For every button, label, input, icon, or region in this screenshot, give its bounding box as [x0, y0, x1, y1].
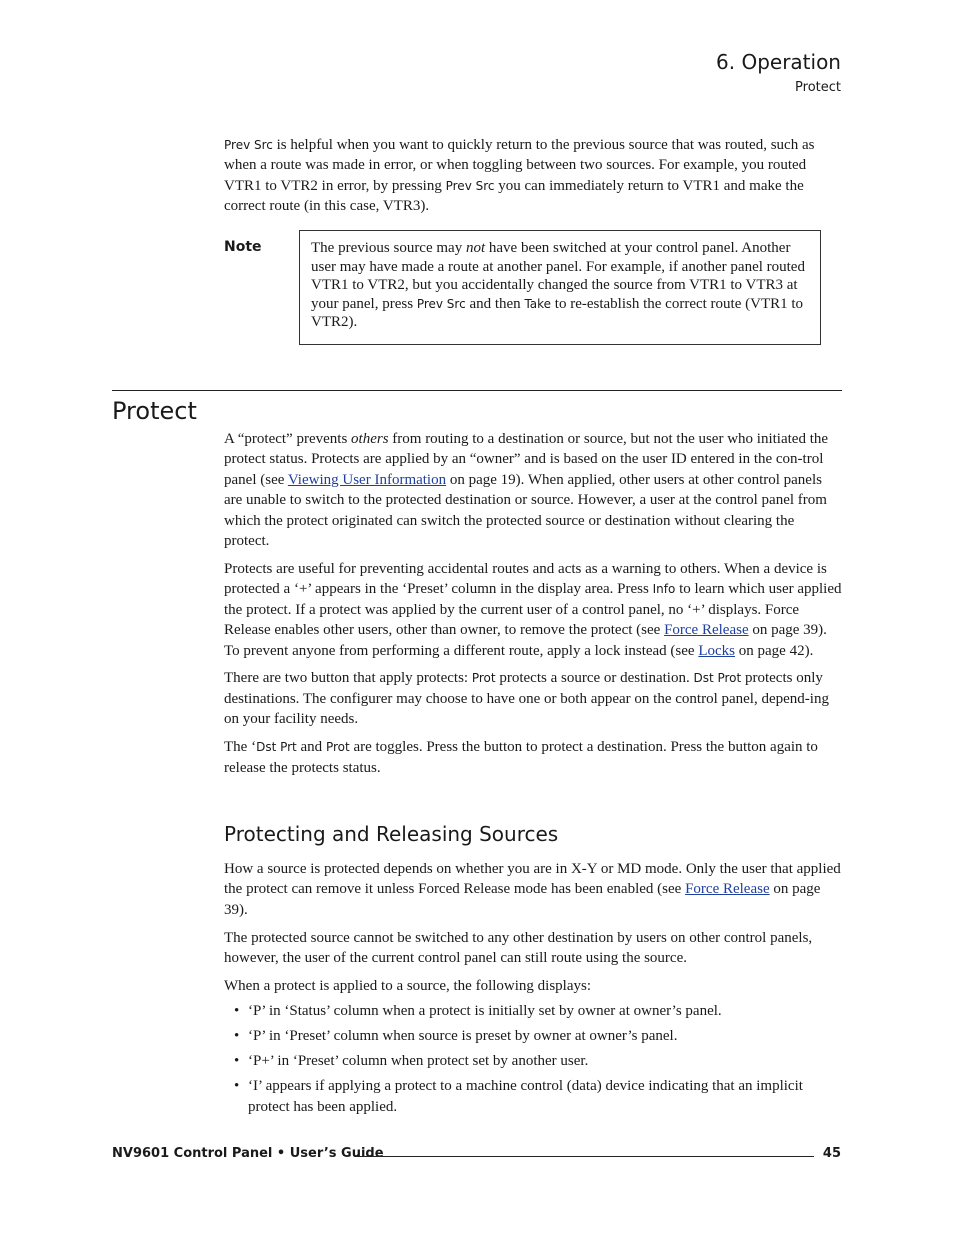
force-release-link[interactable]: Force Release	[685, 881, 770, 898]
note-label: Note	[224, 239, 262, 255]
bullet-icon: •	[234, 1028, 240, 1045]
prot-button-label: Prot	[471, 671, 496, 686]
prot-button-label: Prot	[325, 740, 350, 755]
dst-prt-button-label: Dst Prt	[256, 740, 297, 755]
chapter-heading: 6. Operation	[716, 50, 841, 74]
protecting-paragraph-2: The protected source cannot be switched to any other destination by users on other control panels, however, the user of the current control panel can still route using the source.	[224, 929, 813, 967]
page-number: 45	[822, 1146, 841, 1161]
info-button-label: Info	[652, 582, 676, 597]
protect-section-body	[224, 429, 842, 786]
protecting-sources-body	[224, 859, 842, 1122]
note-box: The previous source may not have been switched at your control panel. Another user may have made a route at another panel. For example, if another panel routed VTR1 to VTR2, but you accidentally changed the source from VTR1 to VTR3 at your panel, press Prev Src and then Take to re-establish the correct route (VTR1 to VTR2).	[299, 230, 821, 345]
protect-paragraph-1: A “protect” prevents others from routing to a destination or source, but not the user who initiated the protect status. Protects are applied by an “owner” and is based on the user ID entered in the con-trol panel (see Viewing User Information on page 19). When applied, other users at other control panels are unable to switch to the protected destination or source. However, a user at the control panel from which the protect originated can switch the protected source or destination without clearing the protect.	[224, 431, 829, 550]
prev-src-button-label: Prev Src	[445, 178, 495, 193]
protecting-paragraph-1: How a source is protected depends on whether you are in X-Y or MD mode. Only the user that applied the protect can remove it unless Forced Release mode has been enabled (see Force Release on page 39).	[224, 861, 841, 918]
list-item: • ‘I’ appears if applying a protect to a machine control (data) device indicating that an implicit protect has been applied.	[234, 1078, 803, 1115]
locks-link[interactable]: Locks	[698, 642, 736, 659]
protecting-paragraph-3: When a protect is applied to a source, the following displays:	[224, 978, 591, 995]
prev-src-button-label: Prev Src	[224, 138, 273, 152]
force-release-link[interactable]: Force Release	[664, 622, 749, 639]
section-divider	[112, 390, 842, 391]
section-heading: Protect	[795, 80, 841, 95]
bullet-icon: •	[234, 1078, 240, 1095]
list-item: • ‘P+’ in ‘Preset’ column when protect set by another user.	[224, 1051, 842, 1071]
intro-paragraph: Prev Src is helpful when you want to quickly return to the previous source that was routed, such as when a route was made in error, or when toggling between two sources. For example, you routed VTR1 to VTR2 in error, by pressing Prev Src you can immediately return to VTR1 and make the correct route (in this case, VTR3).	[224, 137, 815, 215]
bullet-icon: •	[234, 1053, 240, 1070]
protect-paragraph-4: The ‘Dst Prt and Prot are toggles. Press the button to protect a destination. Press the button again to release the protects status.	[224, 739, 818, 776]
footer-divider	[355, 1156, 814, 1157]
viewing-user-information-link[interactable]: Viewing User Information	[287, 471, 447, 488]
list-item: • ‘P’ in ‘Preset’ column when source is preset by owner at owner’s panel.	[224, 1026, 842, 1046]
list-item: • ‘P’ in ‘Status’ column when a protect is initially set by owner at owner’s panel.	[224, 1001, 842, 1021]
take-button-label: Take	[524, 296, 552, 311]
protecting-sources-heading: Protecting and Releasing Sources	[224, 822, 559, 846]
protect-display-list	[224, 1001, 842, 1117]
protect-paragraph-3: There are two button that apply protects: Prot protects a source or destination. Dst Prot protects only destinations. The configurer may choose to have one or both appear on the control panel, depend-ing on your facility needs.	[224, 670, 829, 728]
dst-prot-button-label: Dst Prot	[693, 671, 742, 686]
protect-heading: Protect	[112, 397, 197, 425]
bullet-icon: •	[234, 1003, 240, 1020]
footer-title: NV9601 Control Panel • User’s Guide	[112, 1146, 384, 1161]
protect-paragraph-2: Protects are useful for preventing accidental routes and acts as a warning to others. When a device is protected a ‘+’ appears in the ‘Preset’ column in the display area. Press Info to learn which user applied the protect. If a protect was applied by the current user of a control panel, no ‘+’ displays. Force Release enables other users, other than owner, to remove the protect (see Force Release on page 39). To prevent anyone from performing a different route, apply a lock instead (see Locks on page 42).	[224, 560, 842, 659]
prev-src-button-label: Prev Src	[416, 296, 466, 311]
